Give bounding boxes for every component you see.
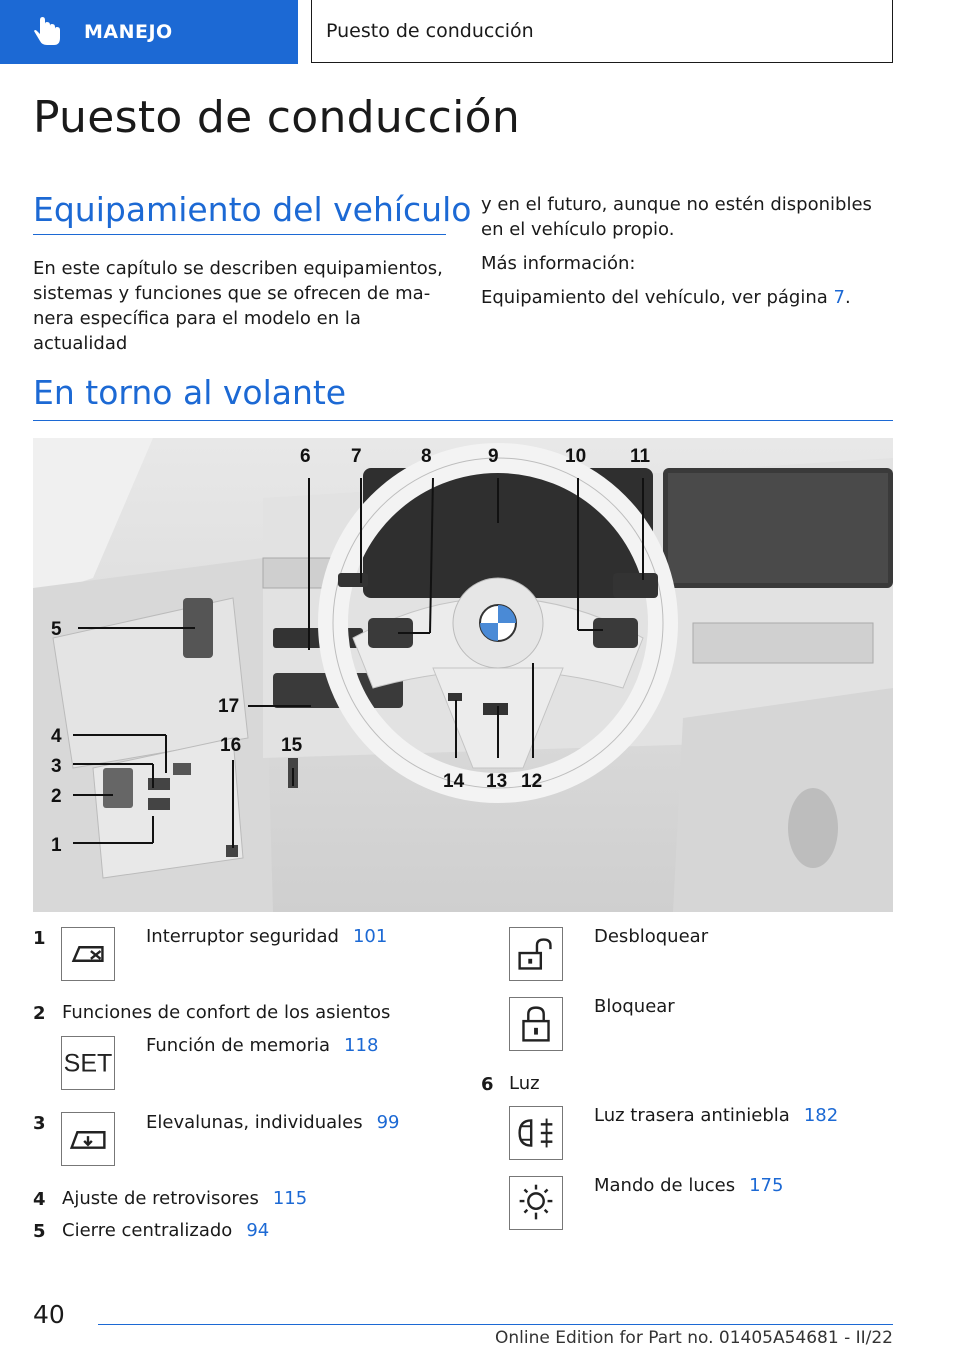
hand-pointer-icon [30,14,66,50]
callout-14: 14 [443,771,465,792]
lock-icon [509,997,563,1051]
callout-7: 7 [351,446,362,467]
section-rule [33,420,893,421]
item-label: Elevalunas, individuales [146,1112,363,1133]
callout-3: 3 [51,756,62,777]
section-rule [33,234,446,235]
window-lock-icon [61,927,115,981]
item-label-seat-comfort: Funciones de confort de los asientos [62,1002,391,1023]
callout-4: 4 [51,726,62,747]
page-heading: Puesto de conducción [326,20,534,42]
page-heading-box [311,0,893,63]
page-title: Puesto de conducción [33,92,521,143]
item-label-light-switch [594,1175,783,1196]
page-link[interactable]: 115 [272,1188,308,1209]
callout-5: 5 [51,619,62,640]
item-label: Luz trasera antiniebla [594,1105,790,1126]
page-link[interactable]: 99 [376,1112,400,1133]
page-number: 40 [33,1300,65,1329]
callout-11: 11 [630,446,651,467]
item-number: 6 [481,1074,494,1095]
item-label: Función de memoria [146,1035,331,1056]
cockpit-illustration [33,438,893,912]
intro-paragraph-part1: En este capítulo se describen equipamientos, sistemas y funciones que se ofrecen de ma‐ nera específica para el modelo en la actualidad [33,258,443,354]
callout-13: 13 [486,771,508,792]
cockpit-drawing [33,438,893,912]
window-lift-icon [61,1112,115,1166]
page-link[interactable]: 175 [749,1175,784,1196]
section-label: MANEJO [84,21,173,43]
page-link[interactable]: 118 [344,1035,379,1056]
rear-fog-light-icon [509,1106,563,1160]
page-link[interactable]: 101 [352,926,388,947]
set-icon-text: SET [63,1049,113,1078]
footer-rule [98,1324,893,1325]
page-link[interactable]: 182 [803,1105,839,1126]
item-number: 3 [33,1113,46,1134]
callout-15: 15 [281,735,303,756]
item-number: 2 [33,1003,46,1024]
item-number: 5 [33,1221,46,1242]
callout-9: 9 [488,446,499,467]
callout-6: 6 [300,446,311,467]
callout-16: 16 [220,735,242,756]
unlock-icon [509,927,563,981]
item-label-mirrors [62,1188,307,1209]
edition-note: Online Edition for Part no. 01405A54681 - II/22 [494,1328,893,1348]
callout-10: 10 [565,446,587,467]
callout-12: 12 [521,771,543,792]
item-label-lock: Bloquear [594,996,675,1017]
item-number: 1 [33,928,46,949]
callout-8: 8 [421,446,432,467]
intro-column-right [481,192,893,319]
item-label-central-locking [62,1220,269,1241]
item-label: Cierre centralizado [62,1220,233,1241]
section-title-steering: En torno al volante [33,373,347,412]
item-label-lights: Luz [509,1073,540,1094]
set-icon [61,1036,115,1090]
reference-suffix: . [844,287,851,308]
item-label-window-lift [146,1112,400,1133]
item-label-child-lock [146,926,387,947]
item-label: Ajuste de retrovisores [62,1188,259,1209]
callout-2: 2 [51,786,62,807]
callout-17: 17 [218,696,240,717]
intro-paragraph-part2: y en el futuro, aunque no estén disponibles en el vehículo propio. [481,194,872,240]
intro-column-left [33,256,448,365]
more-info-label: Más información: [481,253,636,274]
item-label: Interruptor seguridad [146,926,339,947]
item-label: Mando de luces [594,1175,736,1196]
reference-page-link[interactable]: 7 [833,287,845,308]
item-label-unlock: Desbloquear [594,926,709,947]
section-title-equipment: Equipamiento del vehículo [33,190,472,229]
cross-reference [481,285,893,310]
item-number: 4 [33,1189,46,1210]
light-switch-icon [509,1176,563,1230]
callout-1: 1 [51,835,62,856]
item-label-memory [146,1035,378,1056]
item-label-rear-fog [594,1105,838,1126]
section-tab[interactable] [0,0,298,64]
reference-text: Equipamiento del vehículo, ver página [481,287,828,308]
page-link[interactable]: 94 [246,1220,270,1241]
